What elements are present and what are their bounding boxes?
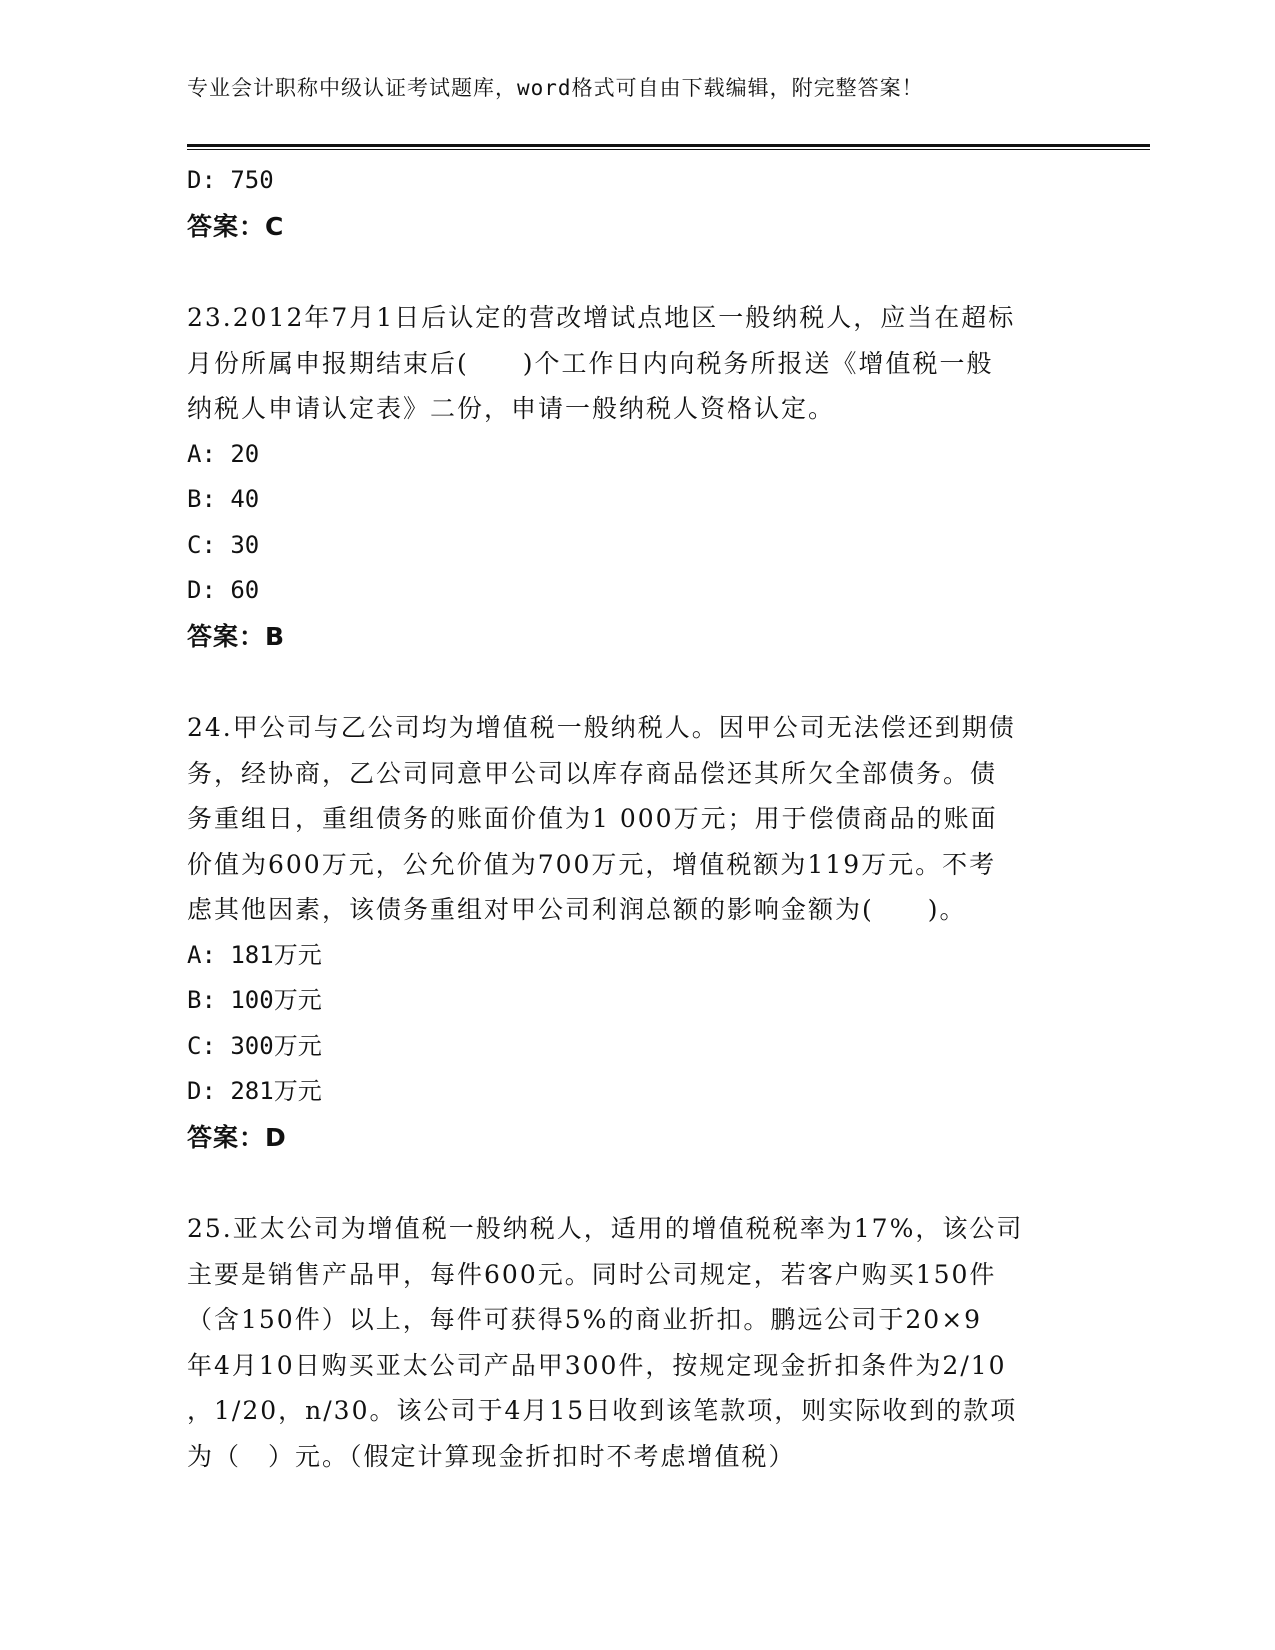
spacer (187, 249, 1087, 295)
prev-option-d: D: 750 (187, 166, 274, 194)
option-d: D: 60 (187, 576, 260, 604)
question-stem-line: 23.2012年7月1日后认定的营改增试点地区一般纳税人，应当在超标 (187, 303, 1016, 332)
option-c: C: 30 (187, 530, 260, 559)
header-rule-thick (187, 144, 1150, 147)
page-header: 专业会计职称中级认证考试题库，word格式可自由下载编辑，附完整答案！ (187, 76, 924, 100)
question-23 (187, 295, 1087, 659)
spacer (187, 659, 1087, 705)
prev-answer: 答案：C (187, 211, 285, 241)
question-stem-line: ，1/20，n/30。该公司于4月15日收到该笔款项，则实际收到的款项 (187, 1396, 1018, 1425)
question-stem-line: 务，经协商，乙公司同意甲公司以库存商品偿还其所欠全部债务。债 (187, 758, 998, 788)
question-24 (187, 705, 1087, 1160)
question-stem-line: 月份所属申报期结束后( )个工作日内向税务所报送《增值税一般 (187, 348, 994, 378)
answer: 答案：B (187, 621, 286, 651)
option-a: A: 20 (187, 439, 260, 468)
question-stem-line: 为（ ）元。（假定计算现金折扣时不考虑增值税） (187, 1441, 796, 1471)
question-stem-line: （含150件）以上，每件可获得5%的商业折扣。鹏远公司于20×9 (187, 1305, 983, 1334)
spacer (187, 1160, 1087, 1206)
question-stem-line: 主要是销售产品甲，每件600元。同时公司规定，若客户购买150件 (187, 1259, 997, 1289)
question-stem-line: 年4月10日购买亚太公司产品甲300件，按规定现金折扣条件为2/10 (187, 1350, 1007, 1380)
document-body (187, 158, 1087, 1479)
option-b: B: 100万元 (187, 986, 322, 1014)
option-c: C: 300万元 (187, 1031, 322, 1060)
question-stem-line: 价值为600万元，公允价值为700万元，增值税额为119万元。不考 (187, 849, 997, 879)
question-stem-line: 25.亚太公司为增值税一般纳税人，适用的增值税税率为17%，该公司 (187, 1214, 1024, 1243)
question-stem-line: 24.甲公司与乙公司均为增值税一般纳税人。因甲公司无法偿还到期债 (187, 713, 1016, 742)
question-stem-line: 务重组日，重组债务的账面价值为1 000万元；用于偿债商品的账面 (187, 804, 998, 833)
option-d: D: 281万元 (187, 1077, 322, 1105)
question-25 (187, 1206, 1087, 1479)
header-rule-thin (187, 149, 1150, 150)
option-b: B: 40 (187, 485, 260, 513)
option-a: A: 181万元 (187, 940, 322, 969)
answer: 答案：D (187, 1122, 287, 1152)
question-stem-line: 纳税人申请认定表》二份，申请一般纳税人资格认定。 (187, 394, 836, 423)
question-stem-line: 虑其他因素，该债务重组对甲公司利润总额的影响金额为( )。 (187, 895, 967, 924)
